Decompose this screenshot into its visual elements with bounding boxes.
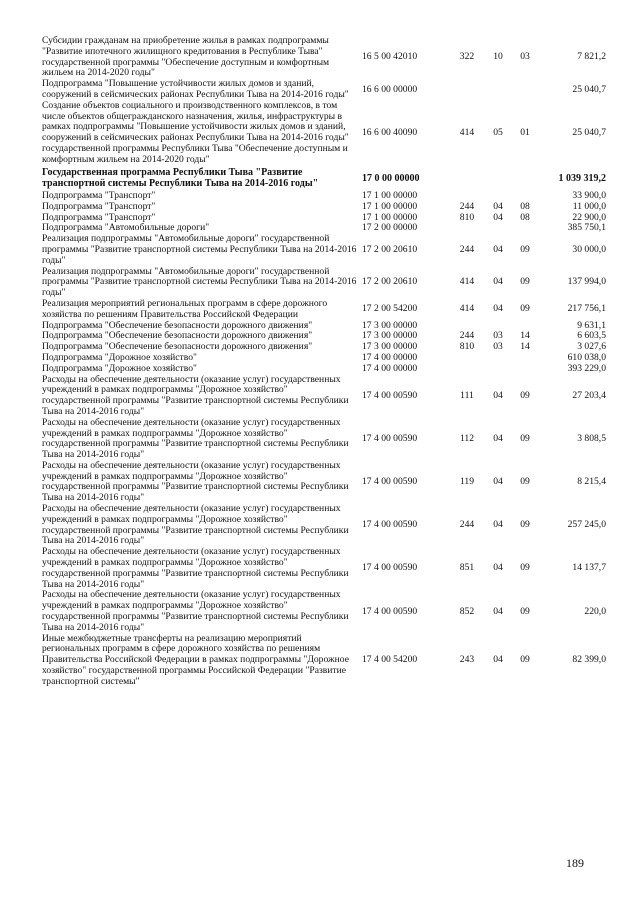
row-expense-type — [450, 79, 484, 101]
row-target-code: 17 3 00 00000 — [362, 341, 418, 353]
row-name: Расходы на обеспечение деятельности (оказание услуг) государственных учреждений в рамках подпрограммы "Дорожное хозяйство" государственной программы "Развитие транспортной системы Республики Тыва на 2014-2016 годы" — [42, 459, 349, 504]
row-name: Подпрограмма "Транспорт" — [42, 200, 156, 212]
row-subsection: 09 — [520, 303, 530, 315]
row-target-code: 17 1 00 00000 — [362, 200, 418, 212]
row-target-code: 17 1 00 00000 — [362, 211, 418, 223]
row-amount: 7 821,2 — [577, 51, 606, 63]
table-row — [40, 234, 608, 266]
row-target-code: 17 2 00 00000 — [362, 222, 418, 234]
row-amount: 610 038,0 — [567, 351, 606, 363]
row-name: Подпрограмма "Транспорт" — [42, 211, 156, 223]
row-amount: 25 040,7 — [572, 83, 606, 95]
row-section — [484, 166, 512, 191]
row-section — [484, 79, 512, 101]
row-name: Создание объектов социального и производственного комплексов, в том числе объектов общегражданского назначения, жилья, инфраструктуры в рамках подпрограммы "Повышение устойчивости жилых домов и зданий, сооружений в сейсмических районах Республики Тыва на 2014-2016 годы" государственной программы Республики Тыва "Обеспечение доступным и комфортным жильем на 2014-2020 годы" — [42, 99, 349, 165]
table-row — [40, 634, 608, 688]
row-amount: 1 039 319,2 — [558, 172, 606, 184]
table-row — [40, 461, 608, 504]
row-name: Субсидии гражданам на приобретение жилья в рамках подпрограммы "Развитие ипотечного жилищного кредитования в Республике Тыва" государственной программы "Обеспечение доступным и комфортным жильем на 2014-2020 годы" — [42, 35, 330, 79]
table-row — [40, 504, 608, 547]
row-target-code: 17 4 00 00590 — [362, 519, 418, 531]
row-section: 04 — [493, 519, 503, 531]
row-target-code: 16 6 00 40090 — [362, 126, 418, 138]
row-expense-type: 852 — [459, 605, 475, 617]
row-section: 03 — [493, 341, 503, 353]
row-target-code: 17 4 00 00590 — [362, 476, 418, 488]
row-target-code: 17 0 00 00000 — [362, 172, 420, 184]
row-section: 04 — [493, 276, 503, 288]
row-expense-type: 414 — [459, 126, 475, 138]
row-subsection: 09 — [520, 243, 530, 255]
row-expense-type: 244 — [459, 243, 475, 255]
table-row — [40, 299, 608, 321]
row-amount: 6 603,5 — [577, 330, 606, 342]
row-subsection: 08 — [520, 200, 530, 212]
row-target-code: 17 2 00 54200 — [362, 303, 418, 315]
table-row — [40, 79, 608, 101]
row-section: 04 — [493, 432, 503, 444]
row-section: 04 — [493, 303, 503, 315]
row-expense-type: 112 — [459, 432, 475, 444]
row-target-code: 16 5 00 42010 — [362, 51, 418, 63]
row-expense-type — [450, 223, 484, 234]
row-target-code: 17 4 00 00590 — [362, 389, 418, 401]
row-section: 04 — [493, 605, 503, 617]
row-subsection: 01 — [520, 126, 530, 138]
row-name: Расходы на обеспечение деятельности (оказание услуг) государственных учреждений в рамках подпрограммы "Дорожное хозяйство" государственной программы "Развитие транспортной системы Республики Тыва на 2014-2016 годы" — [42, 416, 349, 461]
row-section: 10 — [493, 51, 503, 63]
row-subsection: 09 — [520, 605, 530, 617]
row-expense-type: 414 — [459, 303, 475, 315]
row-name: Государственная программа Республики Тыва "Развитие транспортной системы Республики Тыва на 2014-2016 годы" — [42, 166, 319, 189]
table-row — [40, 202, 608, 213]
row-amount: 14 137,7 — [572, 562, 606, 574]
row-name: Подпрограмма "Транспорт" — [42, 189, 156, 201]
row-target-code: 17 4 00 00590 — [362, 605, 418, 617]
row-subsection — [512, 223, 538, 234]
row-amount: 82 399,0 — [572, 654, 606, 666]
row-expense-type: 244 — [459, 200, 475, 212]
row-subsection: 14 — [520, 330, 530, 342]
row-expense-type: 244 — [459, 330, 475, 342]
table-row — [40, 36, 608, 79]
row-target-code: 17 2 00 20610 — [362, 276, 418, 288]
row-section — [484, 364, 512, 375]
row-amount: 385 750,1 — [567, 222, 606, 234]
row-target-code: 17 4 00 00000 — [362, 351, 418, 363]
row-target-code: 16 6 00 00000 — [362, 83, 418, 95]
row-amount: 33 900,0 — [572, 189, 606, 201]
row-name: Расходы на обеспечение деятельности (оказание услуг) государственных учреждений в рамках подпрограммы "Дорожное хозяйство" государственной программы "Развитие транспортной системы Республики Тыва на 2014-2016 годы" — [42, 546, 349, 590]
table-row — [40, 375, 608, 418]
row-expense-type — [450, 364, 484, 375]
row-target-code: 17 4 00 00000 — [362, 362, 418, 374]
row-target-code: 17 1 00 00000 — [362, 189, 418, 201]
row-name: Реализация подпрограммы "Автомобильные дороги" государственной программы "Развитие транспортной системы Республики Тыва на 2014-2016 годы" — [42, 265, 357, 299]
row-expense-type: 322 — [459, 51, 475, 63]
row-name: Расходы на обеспечение деятельности (оказание услуг) государственных учреждений в рамках подпрограммы "Дорожное хозяйство" государственной программы "Развитие транспортной системы Республики Тыва на 2014-2016 годы" — [42, 589, 349, 633]
row-amount: 9 631,1 — [577, 319, 606, 331]
row-section: 03 — [493, 330, 503, 342]
row-expense-type: 243 — [459, 654, 475, 666]
table-row — [40, 590, 608, 633]
row-amount: 257 245,0 — [567, 519, 606, 531]
row-name: Иные межбюджетные трансферты на реализацию мероприятий региональных программ в сфере дорожного хозяйства по решениям Правительства Российской Федерации в рамках подпрограммы "Дорожное хозяйство" государственной программы Российской Федерации "Развитие транспортной системы" — [42, 632, 349, 687]
row-target-code: 17 4 00 54200 — [362, 654, 418, 666]
row-name: Реализация мероприятий региональных программ в сфере дорожного хозяйства по решениям Правительства Российской Федерации — [42, 297, 328, 320]
row-amount: 30 000,0 — [572, 243, 606, 255]
row-name: Подпрограмма "Обеспечение безопасности дорожного движения" — [42, 330, 313, 342]
table-row — [40, 547, 608, 590]
row-subsection — [512, 364, 538, 375]
row-subsection — [512, 79, 538, 101]
row-subsection: 09 — [520, 654, 530, 666]
table-row — [40, 267, 608, 299]
row-target-code: 17 4 00 00590 — [362, 562, 418, 574]
row-amount: 3 027,6 — [577, 341, 606, 353]
row-subsection: 09 — [520, 389, 530, 401]
table-row — [40, 101, 608, 166]
row-amount: 3 808,5 — [577, 432, 606, 444]
row-name: Подпрограмма "Повышение устойчивости жилых домов и зданий, сооружений в сейсмических районах Республики Тыва на 2014-2016 годы" — [42, 78, 349, 100]
row-amount: 27 203,4 — [572, 389, 606, 401]
row-subsection: 09 — [520, 432, 530, 444]
row-expense-type: 111 — [460, 389, 474, 401]
row-section: 04 — [493, 654, 503, 666]
row-target-code: 17 4 00 00590 — [362, 432, 418, 444]
row-section — [484, 223, 512, 234]
budget-table — [40, 36, 608, 688]
row-expense-type: 810 — [459, 341, 475, 353]
row-subsection: 09 — [520, 476, 530, 488]
table-row — [40, 364, 608, 375]
row-subsection: 14 — [520, 341, 530, 353]
row-amount: 220,0 — [584, 605, 606, 617]
budget-table-body — [40, 36, 608, 688]
row-section: 05 — [493, 126, 503, 138]
row-target-code: 17 2 00 20610 — [362, 243, 418, 255]
table-row — [40, 166, 608, 191]
row-expense-type — [450, 166, 484, 191]
row-subsection: 09 — [520, 276, 530, 288]
row-subsection: 09 — [520, 519, 530, 531]
row-target-code: 17 3 00 00000 — [362, 319, 418, 331]
row-expense-type: 119 — [459, 476, 475, 488]
row-section: 04 — [493, 200, 503, 212]
row-expense-type: 244 — [459, 519, 475, 531]
row-name: Подпрограмма "Дорожное хозяйство" — [42, 351, 197, 363]
row-subsection — [512, 353, 538, 364]
row-section — [484, 353, 512, 364]
row-name: Реализация подпрограммы "Автомобильные дороги" государственной программы "Развитие транспортной системы Республики Тыва на 2014-2016 годы" — [42, 233, 357, 266]
row-name: Подпрограмма "Обеспечение безопасности дорожного движения" — [42, 319, 313, 331]
row-amount: 393 229,0 — [567, 362, 606, 374]
row-amount: 22 900,0 — [572, 211, 606, 223]
row-name: Подпрограмма "Автомобильные дороги" — [42, 222, 210, 234]
row-name: Подпрограмма "Обеспечение безопасности дорожного движения" — [42, 341, 313, 353]
row-name: Расходы на обеспечение деятельности (оказание услуг) государственных учреждений в рамках подпрограммы "Дорожное хозяйство" государственной программы "Развитие транспортной системы Республики Тыва на 2014-2016 годы" — [42, 373, 349, 417]
table-row — [40, 418, 608, 461]
row-expense-type — [450, 353, 484, 364]
row-amount: 8 215,4 — [577, 476, 606, 488]
row-section: 04 — [493, 562, 503, 574]
row-target-code: 17 3 00 00000 — [362, 330, 418, 342]
row-section: 04 — [493, 476, 503, 488]
row-name: Подпрограмма "Дорожное хозяйство" — [42, 362, 197, 374]
row-section: 04 — [493, 211, 503, 223]
row-amount: 217 756,1 — [567, 303, 606, 315]
row-amount: 137 994,0 — [567, 276, 606, 288]
row-name: Расходы на обеспечение деятельности (оказание услуг) государственных учреждений в рамках подпрограммы "Дорожное хозяйство" государственной программы "Развитие транспортной системы Республики Тыва на 2014-2016 годы" — [42, 503, 349, 547]
row-amount: 25 040,7 — [572, 126, 606, 138]
row-section: 04 — [493, 389, 503, 401]
row-subsection — [512, 166, 538, 191]
row-expense-type: 810 — [459, 211, 475, 223]
row-subsection: 08 — [520, 211, 530, 223]
row-amount: 11 000,0 — [572, 200, 606, 212]
row-expense-type: 851 — [459, 562, 475, 574]
page-number: 189 — [566, 856, 584, 870]
row-subsection: 03 — [520, 51, 530, 63]
row-expense-type: 414 — [459, 276, 475, 288]
row-subsection: 09 — [520, 562, 530, 574]
row-section: 04 — [493, 243, 503, 255]
